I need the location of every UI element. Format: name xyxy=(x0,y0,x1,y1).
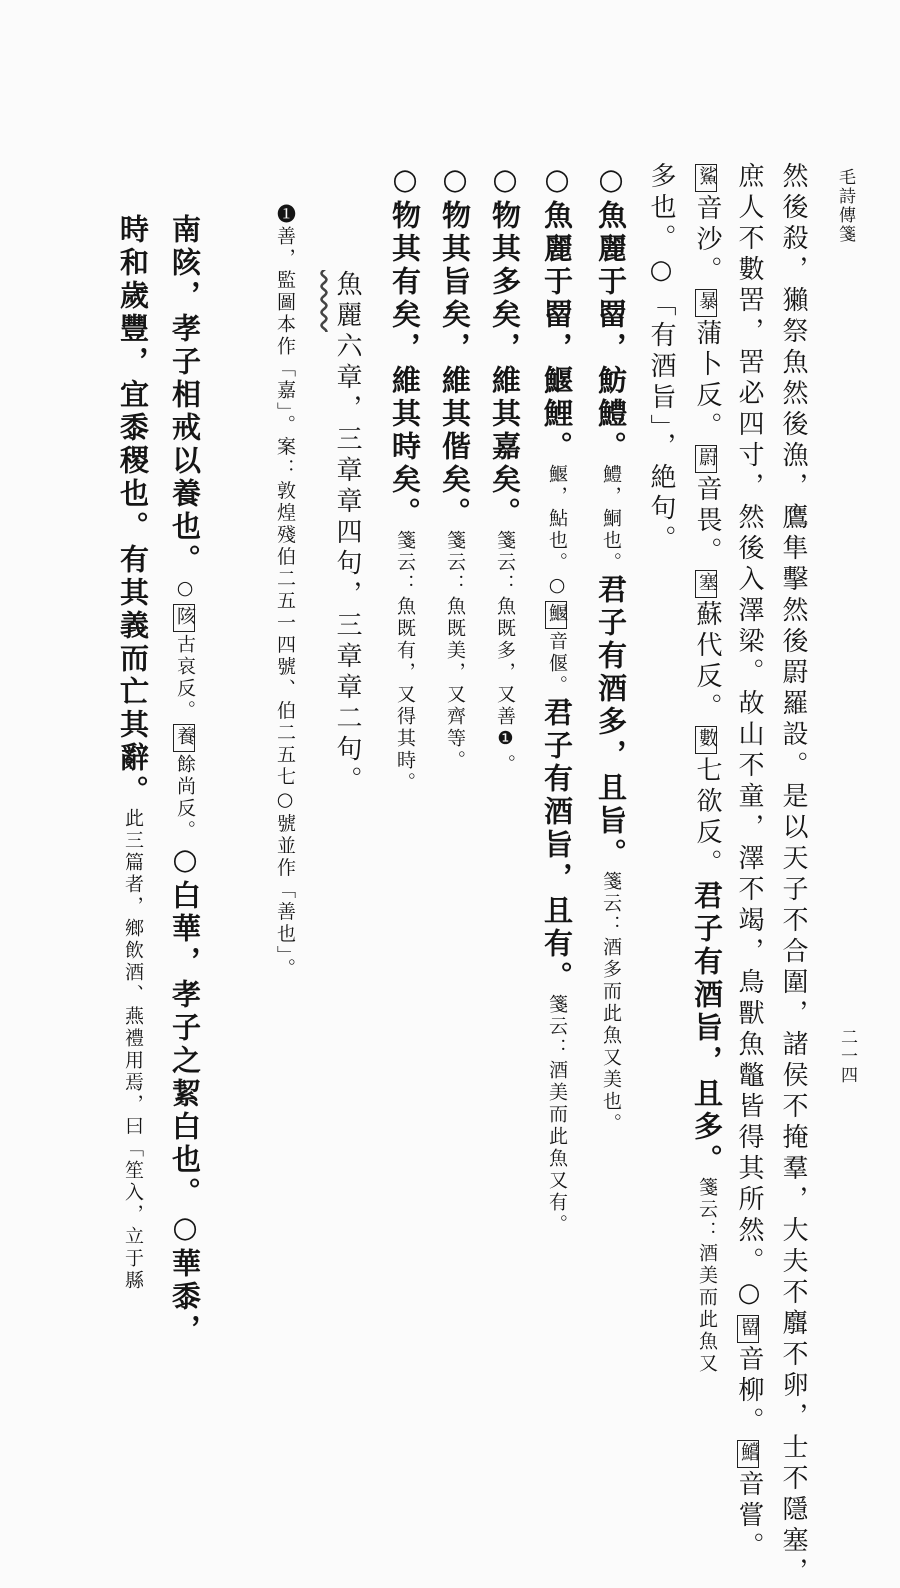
text-run: 蒲卜反。 xyxy=(692,319,722,443)
footnote-run: ❶善，監圖本作「嘉」。案：敦煌殘伯二五一四號、伯二五七○號並作「善也」。 xyxy=(274,204,296,980)
boxed-char: 數 xyxy=(696,728,718,752)
main-text-run: ○白華，孝子之絜白也。○華黍， xyxy=(168,842,202,1347)
page-number: 二一四 xyxy=(837,1028,857,1085)
boxed-char: 養 xyxy=(174,726,196,750)
text-column xyxy=(272,204,298,980)
boxed-char: 暴 xyxy=(696,291,718,315)
main-text-run: 南陔，孝子相戒以養也。 xyxy=(168,214,202,577)
text-run: 多也。○「有酒旨」，絶句。 xyxy=(646,162,676,556)
text-column xyxy=(116,214,150,1292)
commentary-run: ○ xyxy=(174,577,196,602)
main-text-run: ○物其多矣，維其嘉矣。 xyxy=(488,162,522,530)
text-run: 然後殺，獺祭魚然後漁，鷹隼擊然後罻羅設。是以天子不合圍，諸侯不掩羣，大夫不麛不卵，士不隱塞， xyxy=(778,162,808,1588)
running-title: 毛詩傳箋 xyxy=(835,168,855,244)
text-run: 音嘗。 xyxy=(734,1470,764,1563)
boxed-char: 鰋 xyxy=(546,603,568,627)
text-column xyxy=(648,162,674,556)
main-text-run: 君子有酒旨，且多。 xyxy=(690,880,724,1177)
title-run: 魚麗 xyxy=(332,270,362,332)
text-column xyxy=(388,162,422,794)
commentary-run: 箋云：酒多而此魚又美也。 xyxy=(600,871,622,1135)
text-run: 音沙。 xyxy=(692,194,722,287)
main-text-run: ○物其有矣，維其時矣。 xyxy=(388,162,422,530)
boxed-char: 鯊 xyxy=(696,166,718,190)
text-column xyxy=(780,162,806,1588)
text-column xyxy=(488,162,522,776)
text-run: 音柳。 xyxy=(734,1345,764,1438)
commentary-run: 箋云：魚既美，又齊等。 xyxy=(444,530,466,772)
text-run: 庶人不數罟，罟必四寸，然後入澤梁。故山不童，澤不竭，鳥獸魚鼈皆得其所然。○ xyxy=(734,162,764,1313)
main-text-run: ○魚麗于罶，鰋鯉。 xyxy=(540,162,574,464)
commentary-run: 箋云：酒美而此魚又有。 xyxy=(546,994,568,1236)
commentary-run: 箋云：魚既有，又得其時。 xyxy=(394,530,416,794)
main-text-run: ○物其旨矣，維其偕矣。 xyxy=(438,162,472,530)
text-column xyxy=(438,162,472,772)
text-run: 蘇代反。 xyxy=(692,600,722,724)
boxed-char: 陔 xyxy=(174,606,196,630)
commentary-run: 箋云：魚既多，又善 xyxy=(494,530,516,728)
note-marker: ❶ xyxy=(495,728,516,754)
text-column xyxy=(168,214,202,1347)
commentary-run: 餘尚反。 xyxy=(174,754,196,842)
text-run: 音畏。 xyxy=(692,475,722,568)
boxed-char: 塞 xyxy=(696,572,718,596)
main-text-run: 君子有酒旨，且有。 xyxy=(540,697,574,994)
text-column xyxy=(736,162,762,1563)
commentary-run: 箋云：酒美而此魚又 xyxy=(696,1177,718,1375)
text-column xyxy=(690,162,724,1375)
commentary-run: 。 xyxy=(494,754,516,776)
main-text-run: ○魚麗于罶，魴鱧。 xyxy=(594,162,628,464)
commentary-run: 鰋，鮎也。○ xyxy=(546,464,568,599)
commentary-run: 此三篇者，鄉飲酒、燕禮用焉，曰「笙入，立于縣 xyxy=(122,808,144,1292)
boxed-char: 鱨 xyxy=(738,1442,760,1466)
main-text-run: 時和歲豐，宜黍稷也。有其義而亡其辭。 xyxy=(116,214,150,808)
text-run: 七欲反。 xyxy=(692,756,722,880)
commentary-run: 古哀反。 xyxy=(174,634,196,722)
commentary-run: 鱧，鮦也。 xyxy=(600,464,622,574)
text-column xyxy=(594,162,628,1135)
text-column xyxy=(540,162,574,1236)
commentary-run: 音偃。 xyxy=(546,631,568,697)
main-text-run: 君子有酒多，且旨。 xyxy=(594,574,628,871)
boxed-char: 罻 xyxy=(696,447,718,471)
text-run: 六章，三章章四句，三章章二句。 xyxy=(332,332,362,797)
boxed-char: 罶 xyxy=(738,1317,760,1341)
text-column xyxy=(334,270,360,797)
